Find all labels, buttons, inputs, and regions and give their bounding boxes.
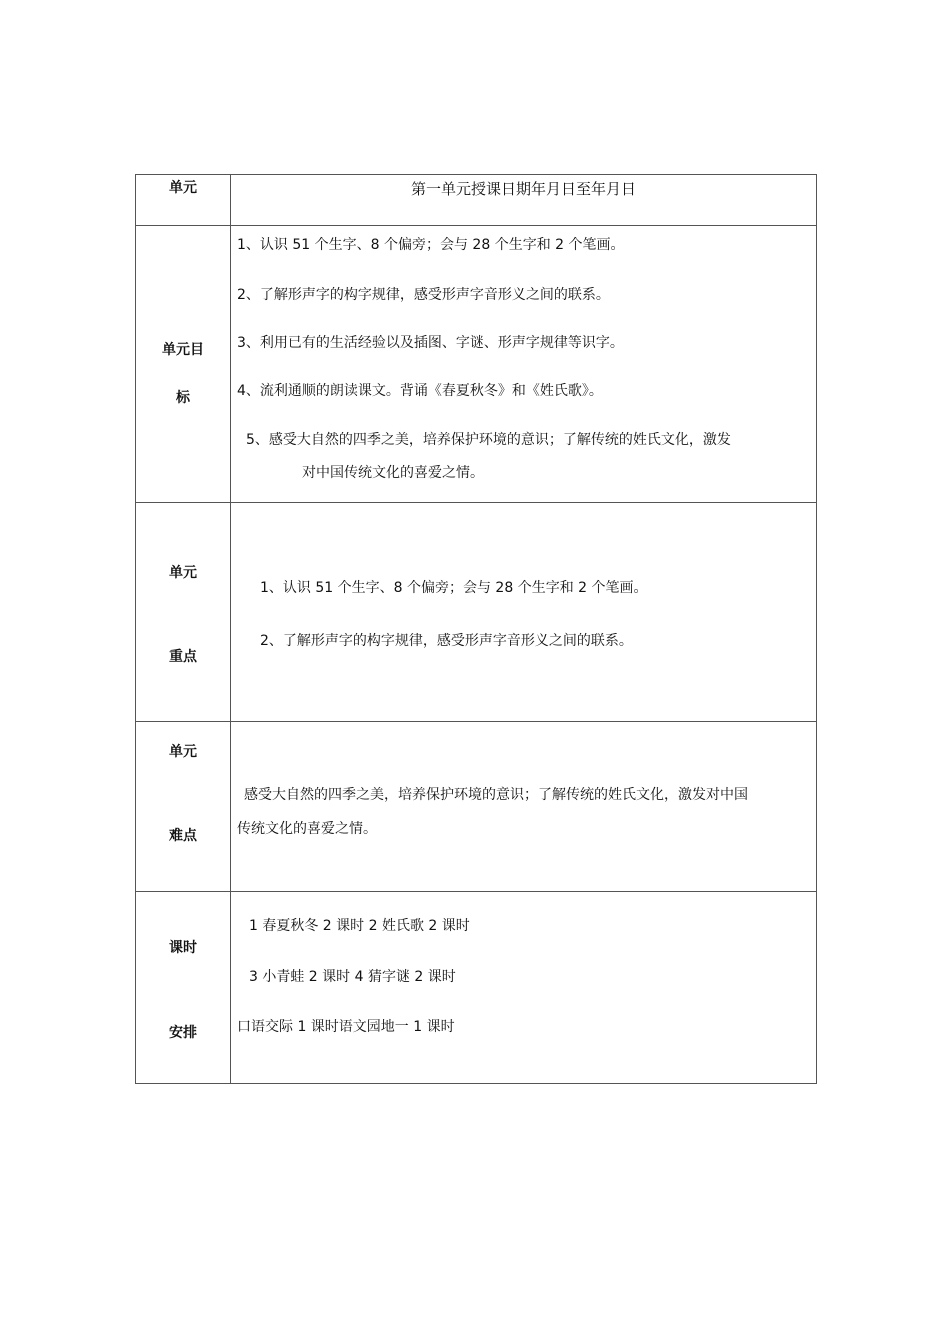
keypoint-item: 2、了解形声字的构字规律，感受形声字音形义之间的联系。 (260, 633, 633, 649)
schedule-item: 1 春夏秋冬 2 课时 2 姓氏歌 2 课时 (249, 918, 470, 934)
schedule-label-line2: 安排 (169, 1025, 197, 1041)
keypoints-label-line2: 重点 (169, 649, 197, 665)
row-divider (136, 891, 816, 892)
column-divider (230, 175, 231, 1083)
keypoints-label-line1: 单元 (169, 565, 197, 581)
goal-item: 3、利用已有的生活经验以及插图、字谜、形声字规律等识字。 (237, 335, 624, 351)
difficulties-label-line1: 单元 (169, 744, 197, 760)
difficulty-item: 传统文化的喜爱之情。 (237, 821, 377, 837)
goals-label-line1: 单元目 (162, 342, 204, 358)
difficulty-item: 感受大自然的四季之美，培养保护环境的意识；了解传统的姓氏文化，激发对中国 (244, 787, 748, 803)
lesson-plan-table (135, 174, 817, 1084)
row-divider (136, 721, 816, 722)
schedule-item: 3 小青蛙 2 课时 4 猜字谜 2 课时 (249, 969, 456, 985)
goal-item: 对中国传统文化的喜爱之情。 (302, 465, 484, 481)
schedule-label-line1: 课时 (169, 940, 197, 956)
difficulties-label-line2: 难点 (169, 828, 197, 844)
keypoint-item: 1、认识 51 个生字、8 个偏旁；会与 28 个生字和 2 个笔画。 (260, 580, 648, 596)
goals-label-line2: 标 (176, 390, 190, 406)
goal-item: 5、感受大自然的四季之美，培养保护环境的意识；了解传统的姓氏文化，激发 (246, 432, 731, 448)
goal-item: 2、了解形声字的构字规律，感受形声字音形义之间的联系。 (237, 287, 610, 303)
unit-title: 第一单元授课日期年月日至年月日 (410, 180, 636, 198)
goal-item: 4、流利通顺的朗读课文。背诵《春夏秋冬》和《姓氏歌》。 (237, 383, 603, 399)
schedule-item: 口语交际 1 课时语文园地一 1 课时 (237, 1019, 455, 1035)
goal-item: 1、认识 51 个生字、8 个偏旁；会与 28 个生字和 2 个笔画。 (237, 237, 625, 253)
row-divider (136, 225, 816, 226)
row-divider (136, 502, 816, 503)
unit-label: 单元 (169, 180, 197, 196)
